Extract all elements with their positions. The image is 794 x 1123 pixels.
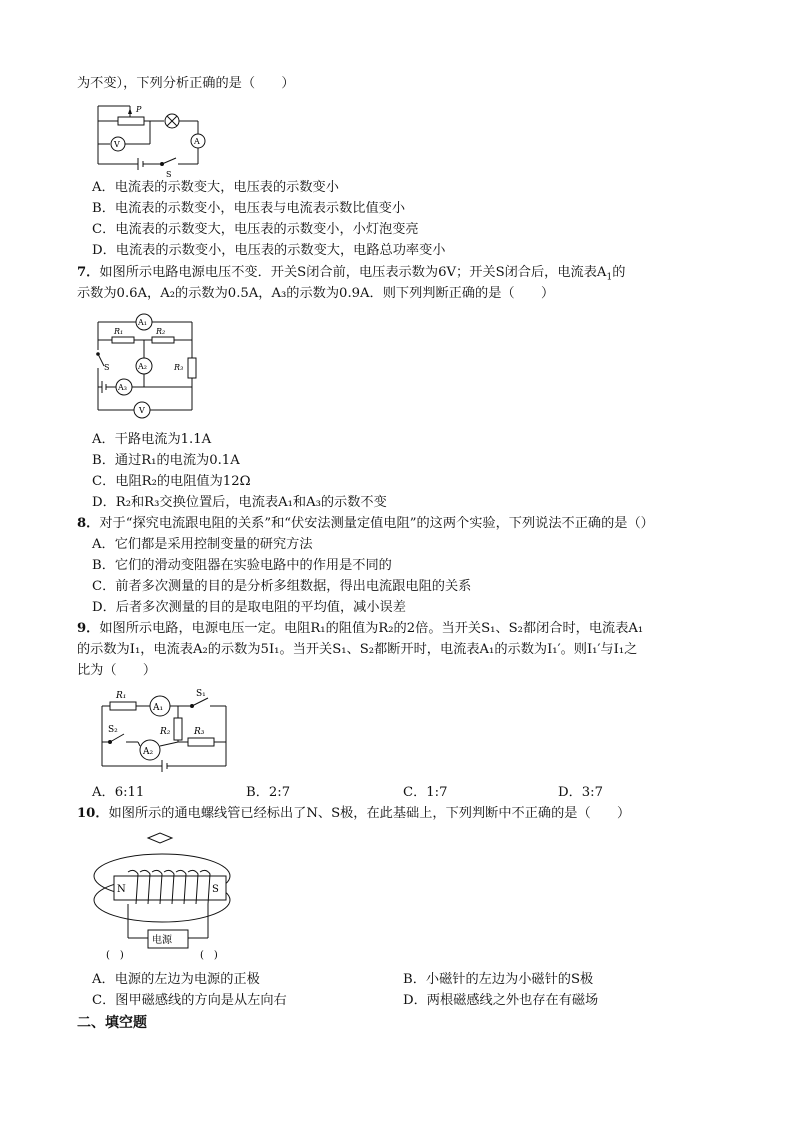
q9-stem-line3: 比为（ ） bbox=[77, 663, 157, 678]
q9-option-c: C．1:7 bbox=[403, 785, 448, 800]
q9-a2-label: A₂ bbox=[143, 747, 154, 757]
q6-circuit-diagram bbox=[90, 96, 220, 178]
q6-p-label: P bbox=[136, 105, 142, 114]
q9-r1-label: R₁ bbox=[116, 691, 127, 701]
q6-voltmeter-label: V bbox=[114, 140, 120, 149]
q10-option-c: C．图甲磁感线的方向是从左向右 bbox=[92, 993, 287, 1008]
q9-r2-label: R₂ bbox=[160, 727, 171, 737]
q10-option-b: B．小磁针的左边为小磁针的S极 bbox=[403, 972, 594, 987]
q8-stem-text: 对于“探究电流跟电阻的关系”和“伏安法测量定值电阻”的这两个实验，下列说法不正确的是（） bbox=[99, 516, 654, 531]
q10-stem-text: 如图所示的通电螺线管已经标出了N、S极，在此基础上，下列判断中不正确的是（ ） bbox=[108, 806, 631, 821]
q7-stem-line2: 示数为0.6A，A₂的示数为0.5A，A₃的示数为0.9A．则下列判断正确的是（ ） bbox=[77, 286, 555, 301]
q10-option-d: D．两根磁感线之外也存在有磁场 bbox=[403, 993, 599, 1008]
q7-option-a: A．干路电流为1.1A bbox=[92, 432, 212, 447]
section-title-fill-in: 二、填空题 bbox=[77, 1015, 147, 1031]
q7-option-b: B．通过R₁的电流为0.1A bbox=[92, 453, 240, 468]
q6-option-a: A．电流表的示数变大，电压表的示数变小 bbox=[92, 180, 339, 195]
q9-option-d: D．3:7 bbox=[558, 785, 603, 800]
q10-stem bbox=[77, 804, 630, 824]
q8-number: 8． bbox=[77, 516, 100, 531]
q7-circuit-diagram bbox=[92, 312, 202, 422]
q10-power-label: 电源 bbox=[152, 935, 172, 946]
q9-number: 9． bbox=[77, 621, 100, 636]
q9-option-b: B．2:7 bbox=[246, 785, 291, 800]
q10-n-label: N bbox=[117, 884, 126, 895]
q10-number: 10． bbox=[77, 806, 109, 821]
q10-s-label: S bbox=[212, 884, 219, 895]
q9-option-a: A．6:11 bbox=[92, 785, 145, 800]
q10-solenoid-diagram bbox=[92, 828, 242, 964]
q8-option-b: B．它们的滑动变阻器在实验电路中的作用是不同的 bbox=[92, 558, 392, 573]
q7-option-c: C．电阻R₂的电阻值为12Ω bbox=[92, 474, 251, 489]
compass-needle-icon bbox=[148, 833, 172, 843]
q6-stem-tail: 为不变），下列分析正确的是（ ） bbox=[77, 76, 295, 91]
q7-a1-label: A₁ bbox=[138, 318, 147, 327]
q9-stem-text1: 如图所示电路，电源电压一定。电阻R₁的阻值为R₂的2倍。当开关S₁、S₂都闭合时，电流表A₁ bbox=[99, 621, 644, 636]
q7-stem-text1: 如图所示电路电源电压不变．开关S闭合前，电压表示数为6V；开关S闭合后，电流表A bbox=[99, 265, 607, 280]
q9-circuit-diagram bbox=[98, 684, 234, 776]
q6-option-d: D．电流表的示数变小，电压表的示数变大，电路总功率变小 bbox=[92, 243, 446, 258]
q6-ammeter-label: A bbox=[194, 137, 200, 146]
q8-option-c: C．前者多次测量的目的是分析多组数据，得出电流跟电阻的关系 bbox=[92, 579, 472, 594]
q6-option-c: C．电流表的示数变大，电压表的示数变小，小灯泡变亮 bbox=[92, 222, 419, 237]
q7-option-d: D．R₂和R₃交换位置后，电流表A₁和A₃的示数不变 bbox=[92, 495, 387, 510]
q7-a3-label: A₃ bbox=[118, 383, 127, 392]
q9-a1-label: A₁ bbox=[153, 703, 164, 713]
q7-stem-end: 的 bbox=[612, 265, 626, 280]
q7-a2-label: A₂ bbox=[138, 362, 147, 371]
q10-option-a: A．电源的左边为电源的正极 bbox=[92, 972, 260, 987]
q7-s-label: S bbox=[104, 363, 110, 372]
q10-paren-left: ( ) bbox=[106, 950, 124, 961]
q8-option-d: D．后者多次测量的目的是取电阻的平均值，减小误差 bbox=[92, 600, 406, 615]
q10-paren-right: ( ) bbox=[200, 950, 218, 961]
q7-stem-sub: 1 bbox=[606, 272, 613, 283]
q7-r1-label: R₁ bbox=[114, 327, 124, 336]
q6-switch-label: S bbox=[166, 170, 172, 179]
q7-r2-label: R₂ bbox=[156, 327, 166, 336]
q8-stem bbox=[77, 514, 654, 534]
q9-stem-line2: 的示数为I₁，电流表A₂的示数为5I₁。当开关S₁、S₂都断开时，电流表A₁的示数为I₁′。则I₁′与I₁之 bbox=[77, 642, 638, 657]
q7-v-label: V bbox=[139, 406, 145, 415]
q9-s1-label: S₁ bbox=[196, 689, 206, 699]
q9-stem-line1 bbox=[77, 619, 643, 639]
q9-s2-label: S₂ bbox=[108, 725, 118, 735]
q8-option-a: A．它们都是采用控制变量的研究方法 bbox=[92, 537, 313, 552]
q7-number: 7． bbox=[77, 265, 100, 280]
q7-r3-label: R₃ bbox=[174, 363, 184, 372]
q6-option-b: B．电流表的示数变小，电压表与电流表示数比值变小 bbox=[92, 201, 406, 216]
q9-r3-label: R₃ bbox=[194, 727, 205, 737]
